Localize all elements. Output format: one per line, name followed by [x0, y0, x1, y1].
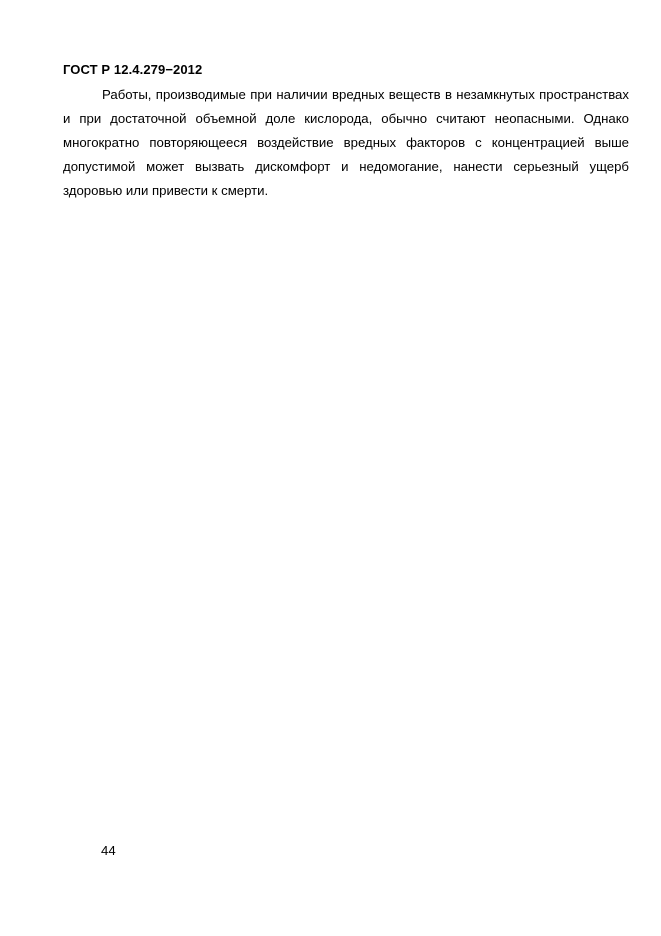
document-header: ГОСТ Р 12.4.279−2012 [63, 62, 203, 77]
page-number: 44 [101, 843, 116, 858]
body-paragraph: Работы, производимые при наличии вредных веществ в незамкнутых пространствах и при достаточной объемной доле кислорода, обычно считают неопасными. Однако многократно повторяющееся воздействие вредных факторов с концентрацией выше допустимой может вызвать дискомфорт и недомогание, нанести серьезный ущерб здоровью или привести к смерти. [63, 87, 629, 198]
document-body [63, 83, 629, 203]
